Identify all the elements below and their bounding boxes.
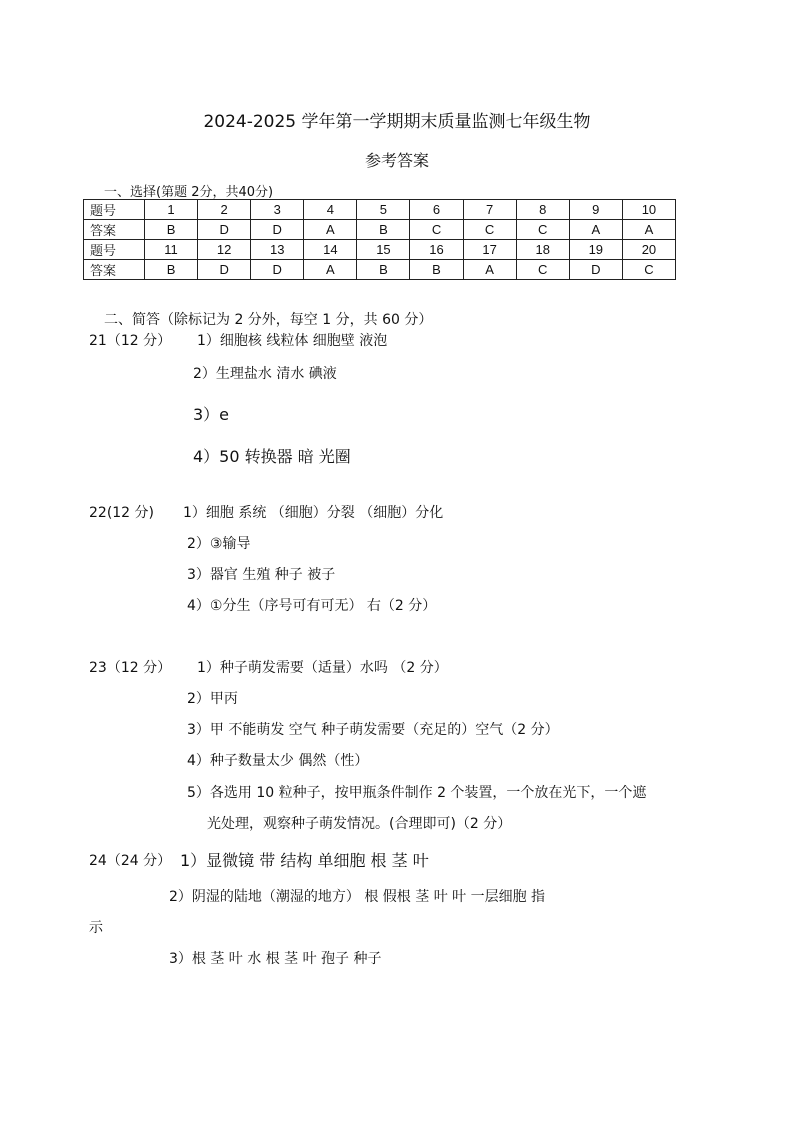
row-label-question: 题号 [84, 240, 145, 260]
answer-cell: D [251, 220, 304, 240]
answer-cell: A [304, 260, 357, 280]
q22-answer-4: 4）①分生（序号可有可无） 右（2 分） [187, 598, 437, 614]
row-label-question: 题号 [84, 200, 145, 220]
q23-answer-3: 3）甲 不能萌发 空气 种子萌发需要（充足的）空气（2 分） [187, 722, 559, 738]
q24-answer-2: 2）阴湿的陆地（潮湿的地方） 根 假根 茎 叶 叶 一层细胞 指 [169, 889, 546, 905]
question-number: 4 [304, 200, 357, 220]
question-number: 11 [145, 240, 198, 260]
table-row-question-2 [84, 240, 676, 260]
section1-heading: 一、选择(第题 2分，共40分) [104, 185, 274, 200]
section2-heading: 二、简答（除标记为 2 分外，每空 1 分，共 60 分） [104, 312, 433, 328]
q23-label: 23（12 分） [89, 660, 172, 676]
table-row-answer-1 [84, 220, 676, 240]
q23-answer-4: 4）种子数量太少 偶然（性） [187, 753, 369, 769]
q21-answer-4: 4）50 转换器 暗 光圈 [193, 447, 351, 466]
answer-cell: A [463, 260, 516, 280]
question-number: 2 [198, 200, 251, 220]
q22-answer-3: 3）器官 生殖 种子 被子 [187, 567, 336, 583]
question-number: 3 [251, 200, 304, 220]
table-row-answer-2 [84, 260, 676, 280]
answer-cell: D [569, 260, 622, 280]
question-number: 19 [569, 240, 622, 260]
page-title: 2024-2025 学年第一学期期末质量监测七年级生物 [203, 112, 591, 132]
q23-answer-1: 1）种子萌发需要（适量）水吗 （2 分） [197, 660, 448, 676]
answer-cell: D [198, 220, 251, 240]
answer-cell: D [251, 260, 304, 280]
answer-cell: C [622, 260, 675, 280]
question-number: 20 [622, 240, 675, 260]
answer-cell: C [410, 220, 463, 240]
q24-answer-1: 1）显微镜 带 结构 单细胞 根 茎 叶 [180, 851, 429, 870]
question-number: 10 [622, 200, 675, 220]
q21-label: 21（12 分） [89, 333, 172, 349]
q22-answer-1: 1）细胞 系统 （细胞）分裂 （细胞）分化 [183, 505, 444, 521]
q23-answer-2: 2）甲丙 [187, 691, 238, 707]
answer-cell: C [516, 220, 569, 240]
question-number: 6 [410, 200, 463, 220]
answer-cell: A [569, 220, 622, 240]
answer-cell: A [304, 220, 357, 240]
q21-answer-1: 1）细胞核 线粒体 细胞壁 液泡 [197, 333, 388, 349]
answer-table [83, 199, 676, 280]
q23-answer-5: 5）各选用 10 粒种子，按甲瓶条件制作 2 个装置，一个放在光下，一个遮 [187, 785, 647, 801]
answer-cell: B [410, 260, 463, 280]
answer-cell: C [516, 260, 569, 280]
question-number: 1 [145, 200, 198, 220]
question-number: 15 [357, 240, 410, 260]
answer-cell: B [145, 220, 198, 240]
q21-answer-2: 2）生理盐水 清水 碘液 [193, 366, 337, 382]
q22-answer-2: 2）③输导 [187, 536, 251, 552]
question-number: 9 [569, 200, 622, 220]
table-row-question-1 [84, 200, 676, 220]
question-number: 16 [410, 240, 463, 260]
answer-cell: C [463, 220, 516, 240]
question-number: 7 [463, 200, 516, 220]
row-label-answer: 答案 [84, 260, 145, 280]
page-subtitle: 参考答案 [364, 151, 429, 170]
question-number: 18 [516, 240, 569, 260]
question-number: 17 [463, 240, 516, 260]
row-label-answer: 答案 [84, 220, 145, 240]
question-number: 5 [357, 200, 410, 220]
question-number: 12 [198, 240, 251, 260]
q24-label: 24（24 分） [89, 853, 172, 869]
answer-cell: B [357, 260, 410, 280]
answer-cell: B [357, 220, 410, 240]
answer-cell: B [145, 260, 198, 280]
q23-answer-5-cont: 光处理，观察种子萌发情况。(合理即可)（2 分） [207, 816, 512, 832]
q22-label: 22(12 分) [89, 505, 155, 521]
q24-answer-3: 3）根 茎 叶 水 根 茎 叶 孢子 种子 [169, 951, 382, 967]
question-number: 14 [304, 240, 357, 260]
answer-cell: D [198, 260, 251, 280]
answer-cell: A [622, 220, 675, 240]
question-number: 8 [516, 200, 569, 220]
q21-answer-3: 3）e [193, 405, 230, 424]
question-number: 13 [251, 240, 304, 260]
q24-answer-2-cont: 示 [89, 920, 103, 936]
